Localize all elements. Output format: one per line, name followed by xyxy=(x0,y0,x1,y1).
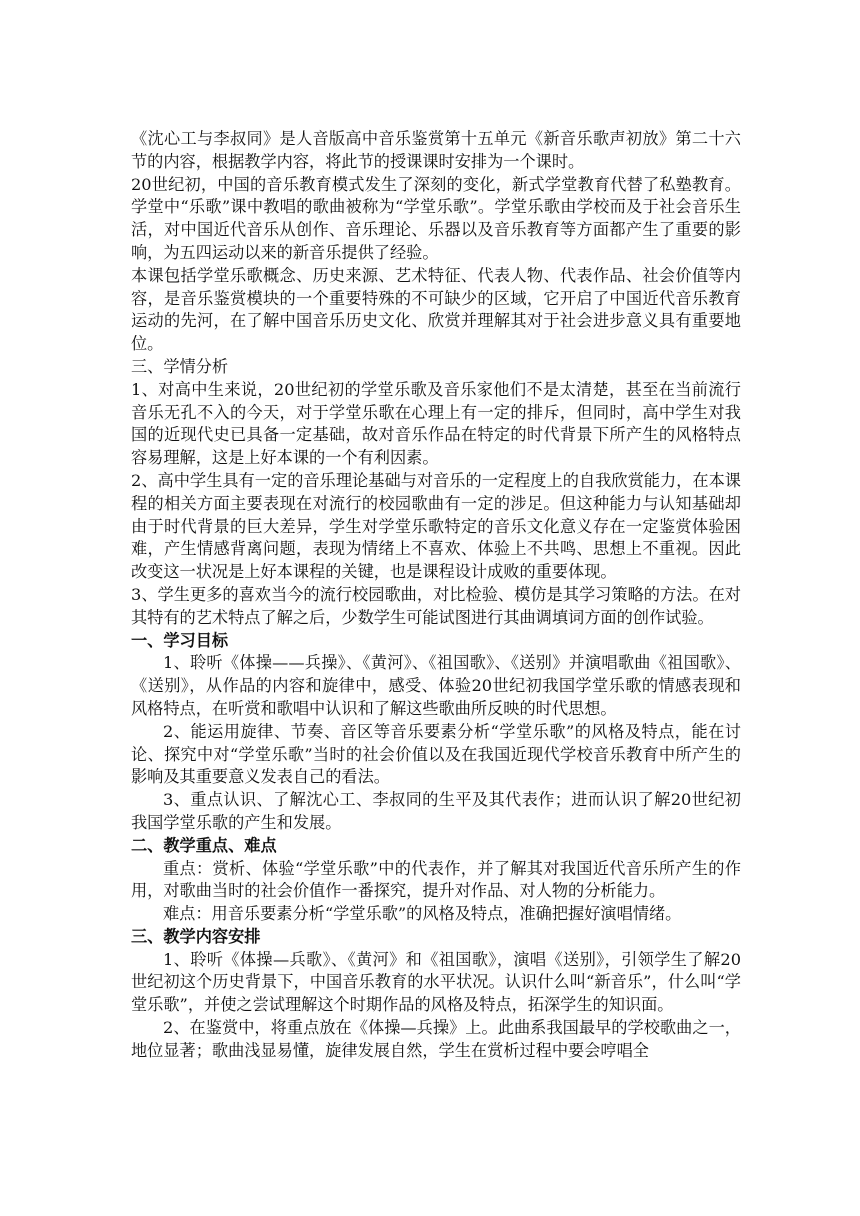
heading-key-points: 二、教学重点、难点 xyxy=(131,835,277,855)
intro-paragraph-3: 本课包括学堂乐歌概念、历史来源、艺术特征、代表人物、代表作品、社会价值等内容，是音乐鉴赏模块的一个重要特殊的不可缺少的区域，它开启了中国近代音乐教育运动的先河，在了解中国音乐历史文化、欣赏并理解其对于社会进步意义具有重要地位。 xyxy=(131,265,741,354)
content-item-1: 1、聆听《体操—兵歌》、《黄河》和《祖国歌》，演唱《送别》，引领学生了解20世纪初这个历史背景下，中国音乐教育的水平状况。认识什么叫“新音乐”，什么叫“学堂乐歌”，并使之尝试理解这个时期作品的风格及特点，拓深学生的知识面。 xyxy=(131,949,741,1015)
intro-paragraph-1: 《沈心工与李叔同》是人音版高中音乐鉴赏第十五单元《新音乐歌声初放》第二十六节的内容，根据教学内容，将此节的授课课时安排为一个课时。 xyxy=(131,129,741,171)
learning-goal-1: 1、聆听《体操——兵操》、《黄河》、《祖国歌》、《送别》并演唱歌曲《祖国歌》、《送别》，从作品的内容和旋律中，感受、体验20世纪初我国学堂乐歌的情感表现和风格特点，在听赏和歌唱中认识和了解这些歌曲所反映的时代思想。 xyxy=(131,653,741,718)
student-analysis-item-3: 3、学生更多的喜欢当今的流行校园歌曲，对比检验、模仿是其学习策略的方法。在对其特有的艺术特点了解之后，少数学生可能试图进行其曲调填词方面的创作试验。 xyxy=(131,584,741,627)
heading-content-arrangement: 三、教学内容安排 xyxy=(131,926,261,946)
key-point: 重点：赏析、体验“学堂乐歌”中的代表作，并了解其对我国近代音乐所产生的作用，对歌曲当时的社会价值作一番探究，提升对作品、对人物的分析能力。 xyxy=(131,858,741,901)
student-analysis-item-2: 2、高中学生具有一定的音乐理论基础与对音乐的一定程度上的自我欣赏能力，在本课程的相关方面主要表现在对流行的校园歌曲有一定的涉足。但这种能力与认知基础却由于时代背景的巨大差异，学生对学堂乐歌特定的音乐文化意义存在一定鉴赏体验困难，产生情感背离问题，表现为情绪上不喜欢、体验上不共鸣、思想上不重视。因此改变这一状况是上好本课程的关键，也是课程设计成败的重要体现。 xyxy=(131,470,741,582)
intro-paragraph-2: 20世纪初，中国的音乐教育模式发生了深刻的变化，新式学堂教育代替了私塾教育。学堂中“乐歌”课中教唱的歌曲被称为“学堂乐歌”。学堂乐歌由学校而及于社会音乐生活，对中国近代音乐从创作、音乐理论、乐器以及音乐教育等方面都产生了重要的影响，为五四运动以来的新音乐提供了经验。 xyxy=(131,174,741,262)
document-page xyxy=(131,128,741,1063)
section-title-student-analysis: 三、学情分析 xyxy=(131,356,229,376)
content-item-2: 2、在鉴赏中，将重点放在《体操—兵操》上。此曲系我国最早的学校歌曲之一，地位显著；歌曲浅显易懂，旋律发展自然，学生在赏析过程中要会哼唱全 xyxy=(131,1018,741,1060)
learning-goal-2: 2、能运用旋律、节奏、音区等音乐要素分析“学堂乐歌”的风格及特点，能在讨论、探究中对“学堂乐歌”当时的社会价值以及在我国近现代学校音乐教育中所产生的影响及其重要意义发表自己的看法。 xyxy=(131,721,741,787)
difficult-point: 难点：用音乐要素分析“学堂乐歌”的风格及特点，准确把握好演唱情绪。 xyxy=(163,904,682,924)
student-analysis-item-1: 1、对高中生来说，20世纪初的学堂乐歌及音乐家他们不是太清楚，甚至在当前流行音乐无孔不入的今天，对于学堂乐歌在心理上有一定的排斥，但同时，高中学生对我国的近现代史已具备一定基础，故对音乐作品在特定的时代背景下所产生的风格特点容易理解，这是上好本课的一个有利因素。 xyxy=(131,379,741,468)
learning-goal-3: 3、重点认识、了解沈心工、李叔同的生平及其代表作；进而认识了解20世纪初我国学堂乐歌的产生和发展。 xyxy=(131,790,741,832)
heading-learning-goals: 一、学习目标 xyxy=(131,630,229,650)
